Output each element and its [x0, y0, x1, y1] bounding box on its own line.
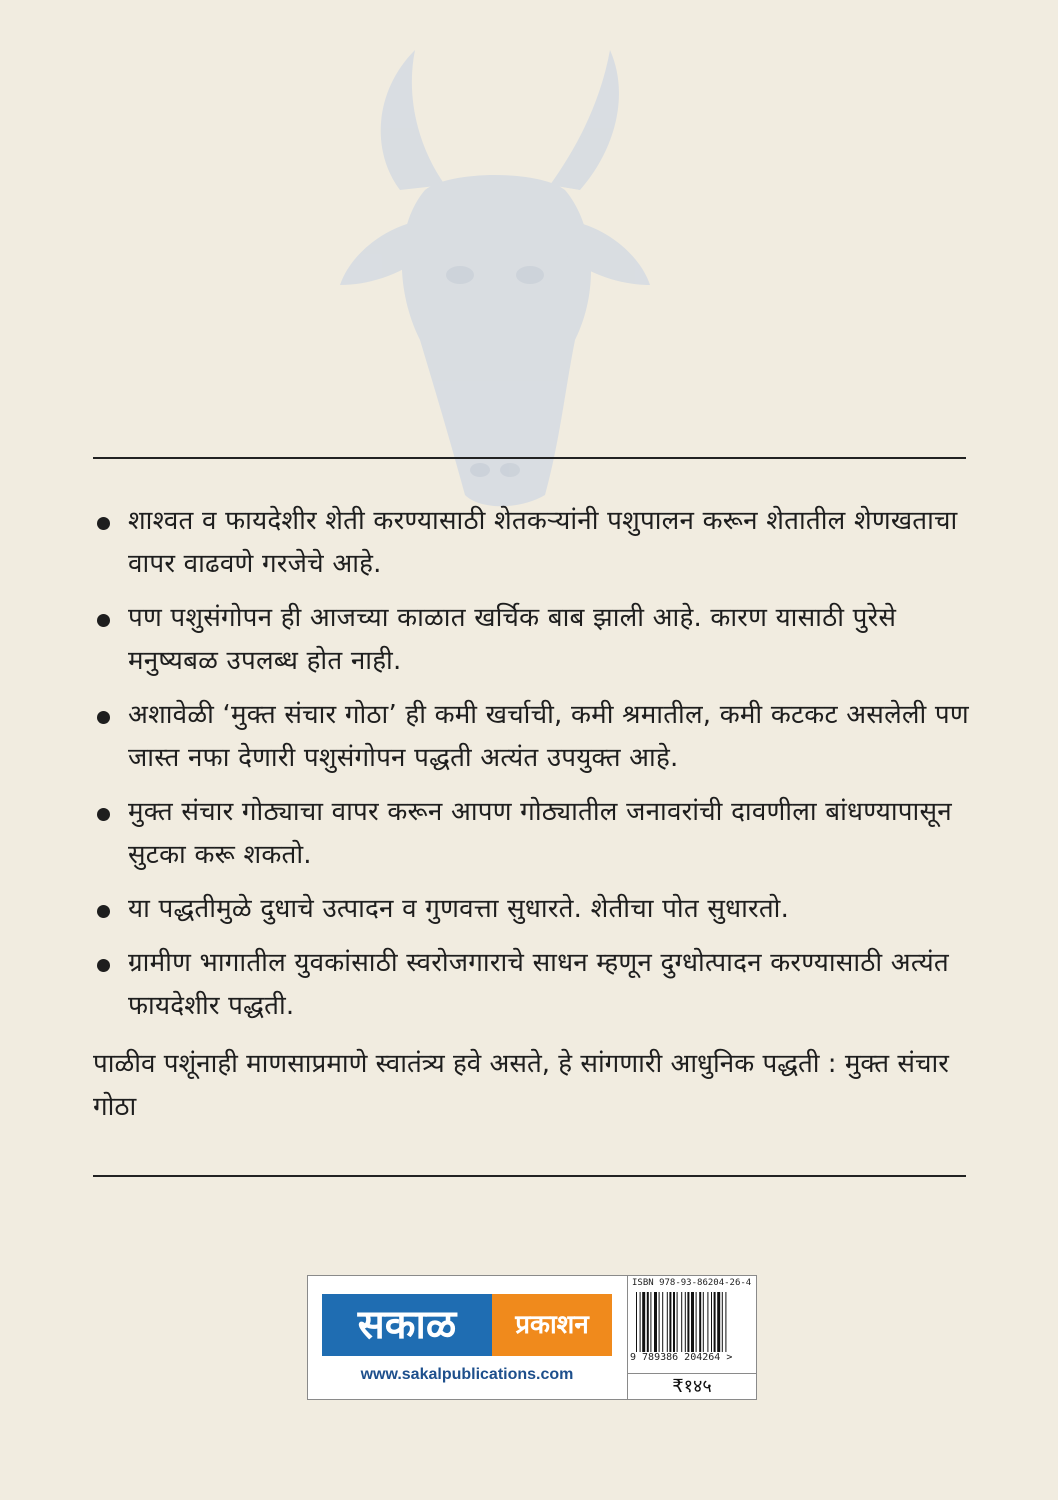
logo-sub-text: प्रकाशन: [492, 1294, 612, 1356]
list-item: अशावेळी ‘मुक्त संचार गोठा’ ही कमी खर्चाची, कमी श्रमातील, कमी कटकट असलेली पण जास्त नफा देणारी पशुसंगोपन पद्धती अत्यंत उपयुक्त आहे.: [93, 694, 978, 780]
list-item: या पद्धतीमुळे दुधाचे उत्पादन व गुणवत्ता सुधारते. शेतीचा पोत सुधारतो.: [93, 888, 978, 931]
summary-text: पाळीव पशूंनाही माणसाप्रमाणे स्वातंत्र्य हवे असते, हे सांगणारी आधुनिक पद्धती : मुक्त संचार गोठा: [93, 1049, 949, 1122]
cow-head-icon: [330, 40, 660, 510]
isbn-label: ISBN 978-93-86204-26-4: [632, 1278, 752, 1288]
list-item: मुक्त संचार गोठ्याचा वापर करून आपण गोठ्यातील जनावरांची दावणीला बांधण्यापासून सुटका करू शकतो.: [93, 791, 978, 877]
publisher-box: [307, 1275, 757, 1400]
publisher-url: www.sakalpublications.com: [360, 1366, 574, 1383]
list-item: शाश्वत व फायदेशीर शेती करण्यासाठी शेतकऱ्यांनी पशुपालन करून शेतातील शेणखताचा वापर वाढवणे गरजेचे आहे.: [93, 500, 978, 586]
feature-list: [93, 500, 978, 1039]
publisher-logo: [308, 1276, 628, 1399]
barcode-panel: [628, 1276, 756, 1399]
list-item: पण पशुसंगोपन ही आजच्या काळात खर्चिक बाब झाली आहे. कारण यासाठी पुरेसे मनुष्यबळ उपलब्ध होत नाही.: [93, 597, 978, 683]
barcode-digits: 9 789386 204264 >: [630, 1352, 733, 1363]
barcode-icon: [636, 1292, 748, 1352]
logo-main-text: सकाळ: [322, 1294, 492, 1356]
bottom-divider: [93, 1175, 966, 1177]
list-item: ग्रामीण भागातील युवकांसाठी स्वरोजगाराचे साधन म्हणून दुग्धोत्पादन करण्यासाठी अत्यंत फायदेशीर पद्धती.: [93, 942, 978, 1028]
price-label: ₹१४५: [628, 1373, 756, 1399]
top-divider: [93, 457, 966, 459]
